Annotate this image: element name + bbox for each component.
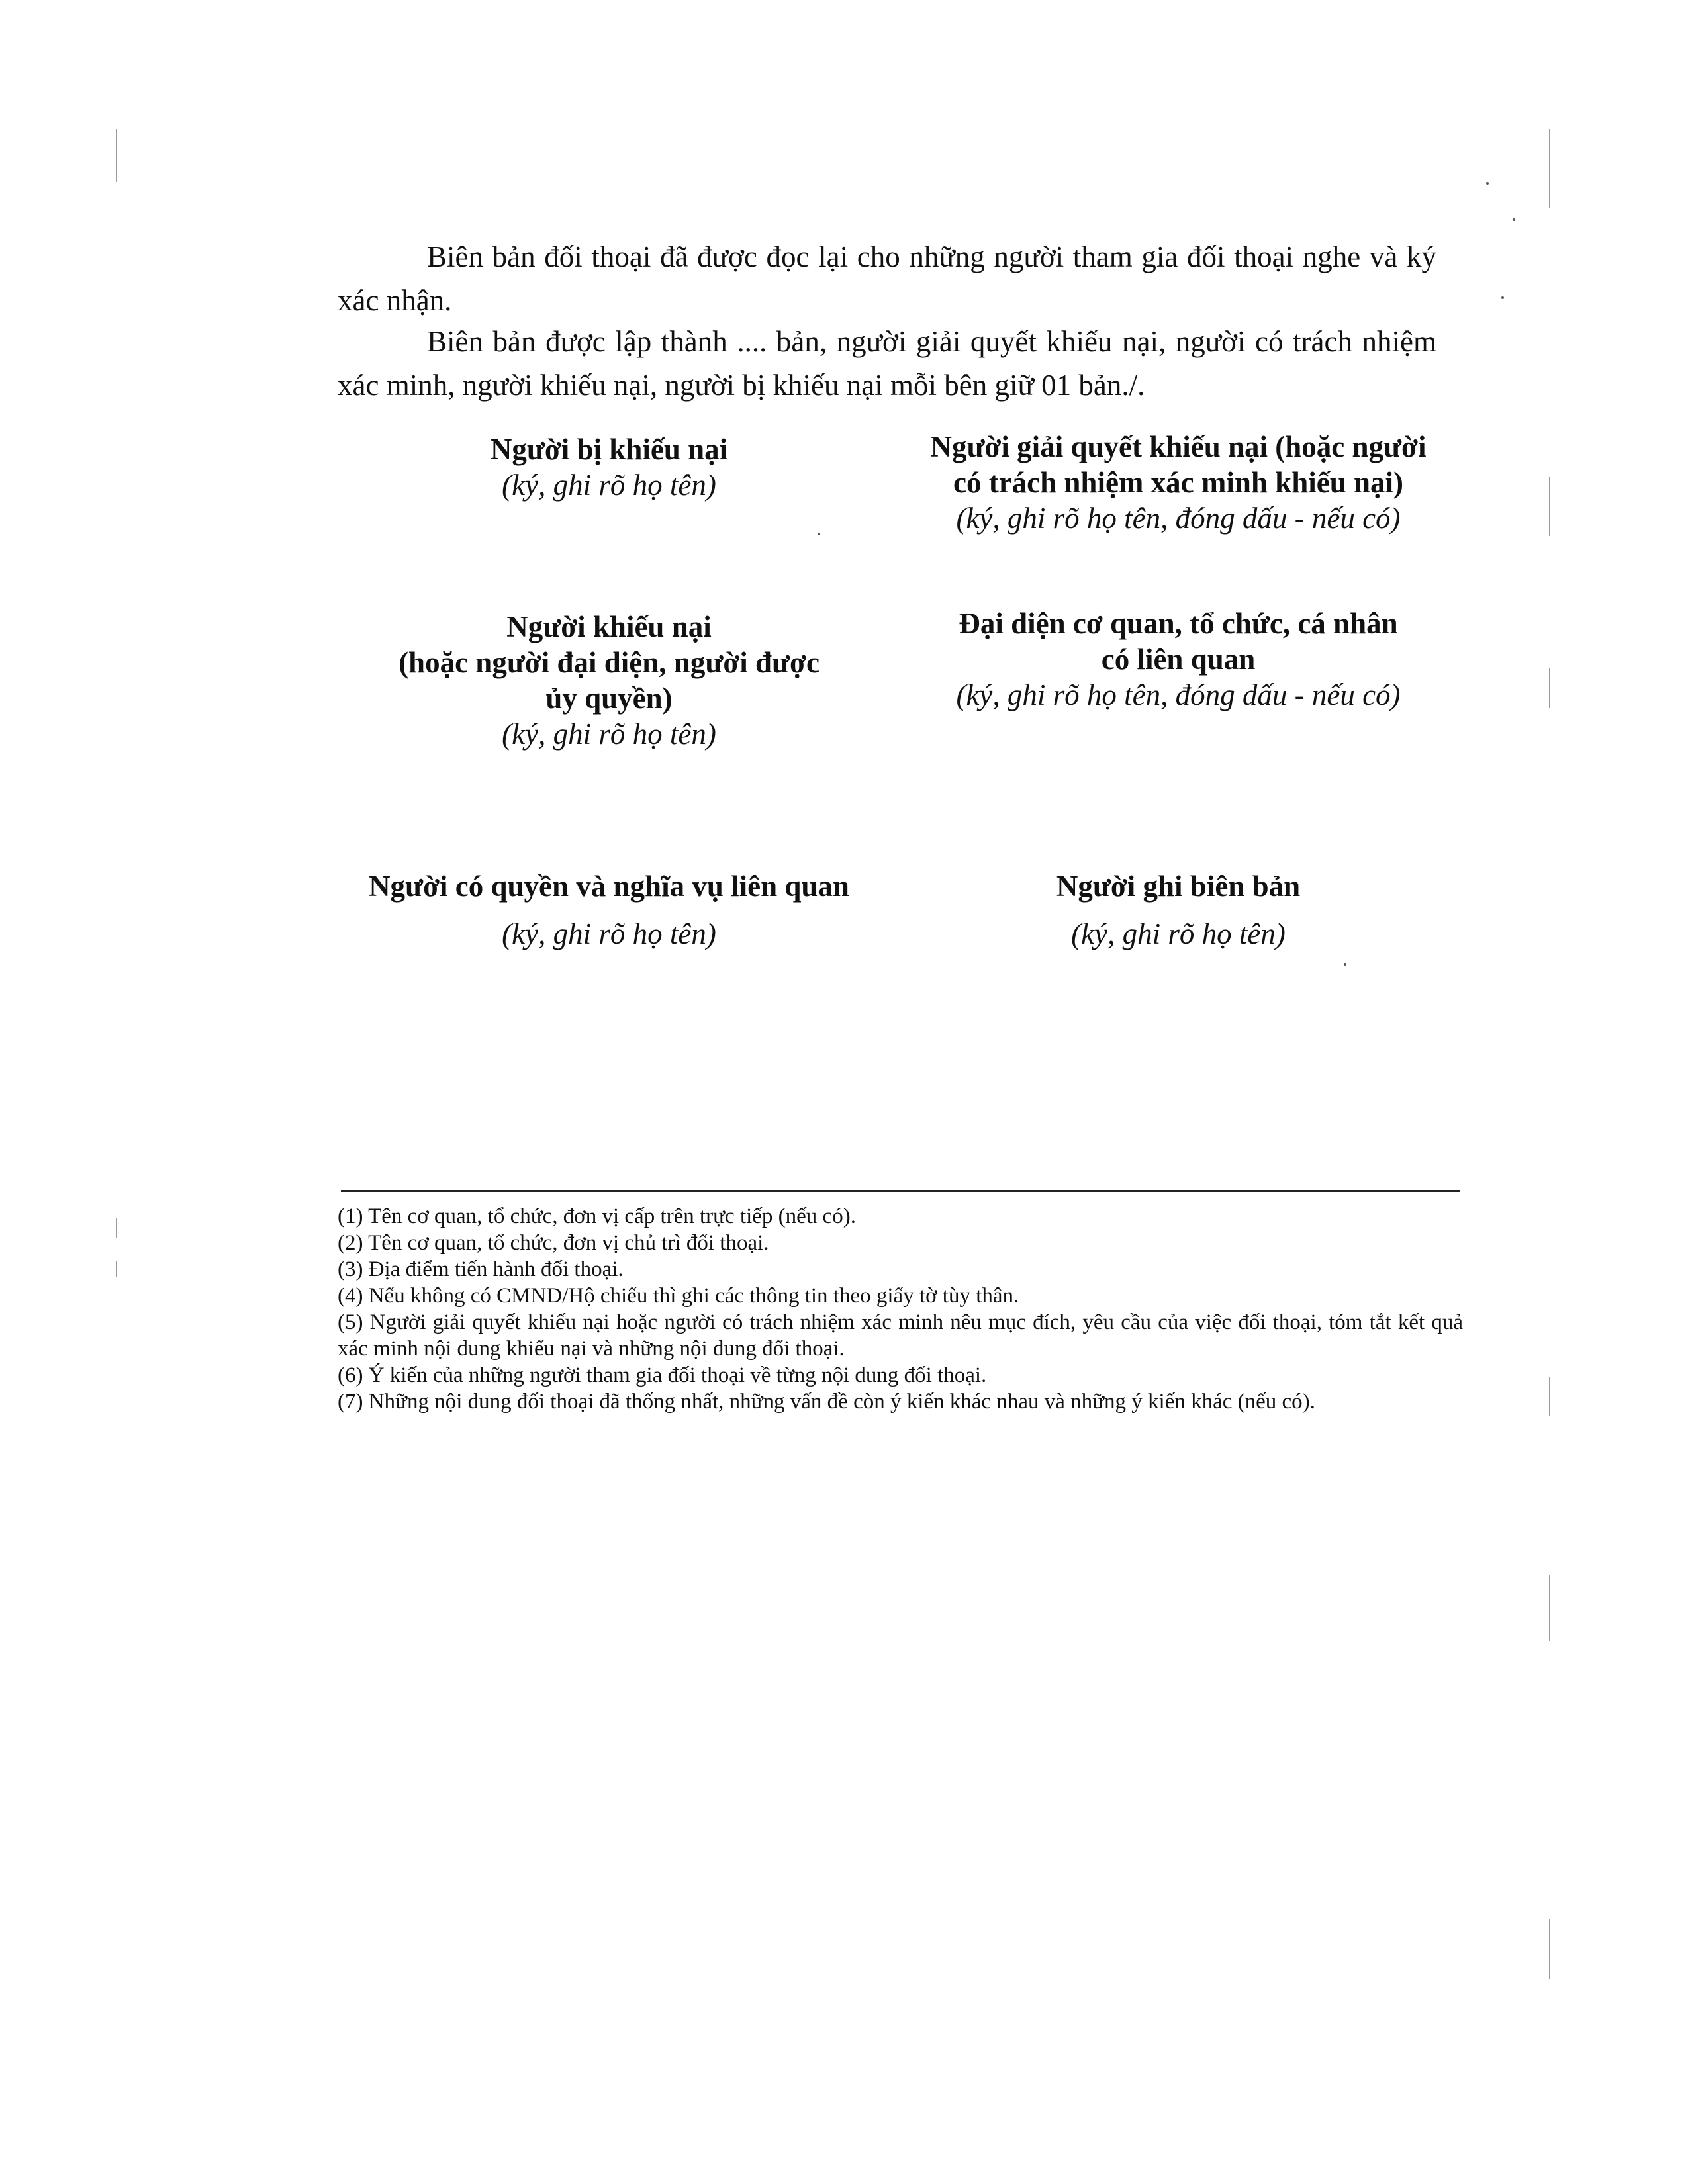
- signature-title: có trách nhiệm xác minh khiếu nại): [953, 466, 1404, 499]
- signature-title: Người khiếu nại: [506, 610, 712, 643]
- signature-title: ủy quyền): [545, 682, 673, 715]
- signature-block-recorder: [880, 868, 1476, 952]
- footnote-item: (1) Tên cơ quan, tổ chức, đơn vị cấp trên trực tiếp (nếu có).: [338, 1205, 856, 1228]
- footnote-item: (5) Người giải quyết khiếu nại hoặc người có trách nhiệm xác minh nêu mục đích, yêu cầu của việc đối thoại, tóm tắt kết quả xác minh nội dung khiếu nại và những nội dung đối thoại.: [338, 1310, 1463, 1361]
- scan-margin-line-left: [116, 1218, 117, 1238]
- signature-note: (ký, ghi rõ họ tên): [502, 917, 716, 950]
- scan-speck: [1513, 218, 1515, 221]
- signature-title: có liên quan: [1101, 643, 1256, 676]
- scan-margin-line-right: [1549, 129, 1550, 208]
- signature-block-complainant: [311, 609, 907, 752]
- footnote-divider: [341, 1190, 1460, 1192]
- signature-title: Người giải quyết khiếu nại (hoặc người: [930, 430, 1427, 463]
- scan-margin-line-left: [116, 1261, 117, 1277]
- signature-title: Đại diện cơ quan, tổ chức, cá nhân: [959, 607, 1398, 640]
- closing-paragraph-copies: Biên bản được lập thành .... bản, người giải quyết khiếu nại, người có trách nhiệm xác minh, người khiếu nại, người bị khiếu nại mỗi bên giữ 01 bản./.: [338, 325, 1436, 402]
- scan-speck: [1486, 182, 1489, 185]
- signature-note: (ký, ghi rõ họ tên): [502, 717, 716, 751]
- scan-margin-line-right: [1549, 668, 1550, 708]
- scan-margin-line-left: [116, 129, 117, 182]
- signature-note: (ký, ghi rõ họ tên, đóng dấu - nếu có): [956, 502, 1401, 535]
- scan-margin-line-right: [1549, 1919, 1550, 1979]
- footnote-item: (7) Những nội dung đối thoại đã thống nhất, những vấn đề còn ý kiến khác nhau và những ý kiến khác (nếu có).: [338, 1390, 1315, 1414]
- signature-note: (ký, ghi rõ họ tên): [502, 469, 716, 502]
- scan-speck: [1344, 963, 1346, 966]
- signature-title: Người có quyền và nghĩa vụ liên quan: [369, 870, 849, 903]
- scan-speck: [1501, 296, 1504, 299]
- scan-margin-line-right: [1549, 477, 1550, 536]
- footnote-item: (4) Nếu không có CMND/Hộ chiếu thì ghi các thông tin theo giấy tờ tùy thân.: [338, 1284, 1019, 1308]
- signature-block-agency: [880, 606, 1476, 713]
- footnote-item: (2) Tên cơ quan, tổ chức, đơn vị chủ trì đối thoại.: [338, 1231, 769, 1255]
- signature-block-related-party: [311, 868, 907, 952]
- signature-note: (ký, ghi rõ họ tên): [1071, 917, 1286, 950]
- signature-title: (hoặc người đại diện, người được: [399, 646, 820, 679]
- footnote-list: [338, 1203, 1463, 1415]
- signature-block-resolver: [880, 429, 1476, 536]
- signature-title: Người bị khiếu nại: [490, 433, 728, 466]
- scan-margin-line-right: [1549, 1575, 1550, 1641]
- signature-note: (ký, ghi rõ họ tên, đóng dấu - nếu có): [956, 678, 1401, 711]
- signature-block-respondent: [311, 432, 907, 503]
- signature-title: Người ghi biên bản: [1056, 870, 1301, 903]
- footnote-item: (6) Ý kiến của những người tham gia đối thoại về từng nội dung đối thoại.: [338, 1363, 987, 1387]
- closing-paragraph-read-aloud: Biên bản đối thoại đã được đọc lại cho những người tham gia đối thoại nghe và ký xác nhận.: [338, 240, 1436, 317]
- scan-margin-line-right: [1549, 1377, 1550, 1416]
- scan-speck: [818, 533, 820, 535]
- footnote-item: (3) Địa điểm tiến hành đối thoại.: [338, 1257, 624, 1281]
